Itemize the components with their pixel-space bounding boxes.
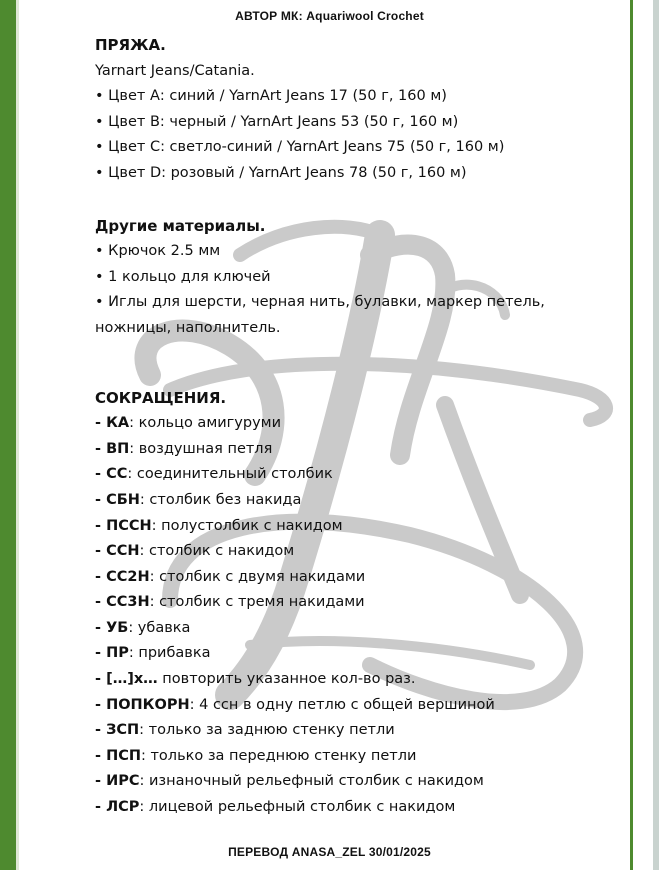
abbreviations-heading: СОКРАЩЕНИЯ. xyxy=(95,388,227,407)
abbreviation-desc: : только за заднюю стенку петли xyxy=(139,722,395,739)
abbreviation-item xyxy=(95,514,595,540)
materials-heading: Другие материалы. xyxy=(95,216,266,235)
abbreviation-item xyxy=(95,411,595,437)
abbreviation-item xyxy=(95,539,595,565)
author-header: АВТОР МК: Aquariwool Crochet xyxy=(235,9,424,23)
abbreviation-desc: : соединительный столбик xyxy=(127,466,333,483)
abbreviation-term: - ПОПКОРН xyxy=(95,696,190,713)
yarn-color-item: • Цвет В: черный / YarnArt Jeans 53 (50 г, 160 м) xyxy=(95,113,459,130)
yarn-heading: ПРЯЖА. xyxy=(95,36,166,54)
abbreviation-desc: : кольцо амигуруми xyxy=(129,415,282,432)
right-gray-border xyxy=(653,0,659,870)
abbreviation-desc: : изнаночный рельефный столбик с накидом xyxy=(139,773,484,790)
abbreviation-item xyxy=(95,488,595,514)
abbreviation-term: - ПР xyxy=(95,645,129,662)
translator-footer: ПЕРЕВОД ANASA_ZEL 30/01/2025 xyxy=(228,845,431,859)
abbreviation-item xyxy=(95,693,595,719)
abbreviation-term: - ЗСП xyxy=(95,722,140,739)
abbreviation-desc: : прибавка xyxy=(128,645,211,662)
abbreviation-item xyxy=(95,565,595,591)
abbreviation-term: - […]х… xyxy=(95,671,158,688)
abbreviation-term: - КА xyxy=(95,415,130,432)
abbreviation-item xyxy=(95,616,595,642)
abbreviation-desc: : столбик с накидом xyxy=(139,543,295,560)
yarn-brand: Yarnart Jeans/Catania. xyxy=(95,62,255,79)
yarn-color-item: • Цвет А: синий / YarnArt Jeans 17 (50 г, 160 м) xyxy=(95,88,447,105)
abbreviation-term: - ПССН xyxy=(95,517,152,534)
abbreviation-item xyxy=(95,590,595,616)
abbreviation-desc: : воздушная петля xyxy=(129,440,273,457)
abbreviation-term: - УБ xyxy=(95,619,129,636)
materials-item: • 1 кольцо для ключей xyxy=(95,268,271,285)
abbreviation-desc: : столбик без накида xyxy=(139,491,302,508)
abbreviation-term: - ПСП xyxy=(95,747,141,764)
abbreviation-desc: : столбик с тремя накидами xyxy=(149,594,365,611)
abbreviation-item xyxy=(95,462,595,488)
abbreviation-item xyxy=(95,795,595,821)
right-green-border xyxy=(630,0,633,870)
yarn-color-item: • Цвет С: светло-синий / YarnArt Jeans 75 (50 г, 160 м) xyxy=(95,139,505,156)
abbreviation-item xyxy=(95,667,595,693)
abbreviation-term: - ЛСР xyxy=(95,799,140,816)
abbreviation-desc: : убавка xyxy=(128,619,191,636)
document-body xyxy=(95,33,595,821)
yarn-color-item: • Цвет D: розовый / YarnArt Jeans 78 (50 г, 160 м) xyxy=(95,164,467,181)
abbreviation-term: - СС3Н xyxy=(95,594,150,611)
abbreviation-term: - ССН xyxy=(95,543,140,560)
abbreviation-item xyxy=(95,744,595,770)
abbreviation-item xyxy=(95,769,595,795)
abbreviation-desc: повторить указанное кол-во раз. xyxy=(157,671,416,688)
abbreviation-desc: : 4 ссн в одну петлю с общей вершиной xyxy=(189,696,495,713)
abbreviation-term: - ВП xyxy=(95,440,130,457)
left-inner-border xyxy=(16,0,19,870)
abbreviation-item xyxy=(95,641,595,667)
left-green-border xyxy=(0,0,16,870)
abbreviation-desc: : полустолбик с накидом xyxy=(151,517,343,534)
abbreviation-term: - СС xyxy=(95,466,128,483)
abbreviation-desc: : столбик с двумя накидами xyxy=(149,568,366,585)
abbreviation-desc: : лицевой рельефный столбик с накидом xyxy=(139,799,456,816)
abbreviation-item xyxy=(95,718,595,744)
abbreviation-term: - СС2Н xyxy=(95,568,150,585)
abbreviation-term: - ИРС xyxy=(95,773,140,790)
materials-item: • Иглы для шерсти, черная нить, булавки, маркер петель, ножницы, наполнитель. xyxy=(95,294,545,336)
materials-item: • Крючок 2.5 мм xyxy=(95,243,221,260)
abbreviation-desc: : только за переднюю стенку петли xyxy=(140,747,417,764)
abbreviation-term: - СБН xyxy=(95,491,140,508)
abbreviation-item xyxy=(95,437,595,463)
